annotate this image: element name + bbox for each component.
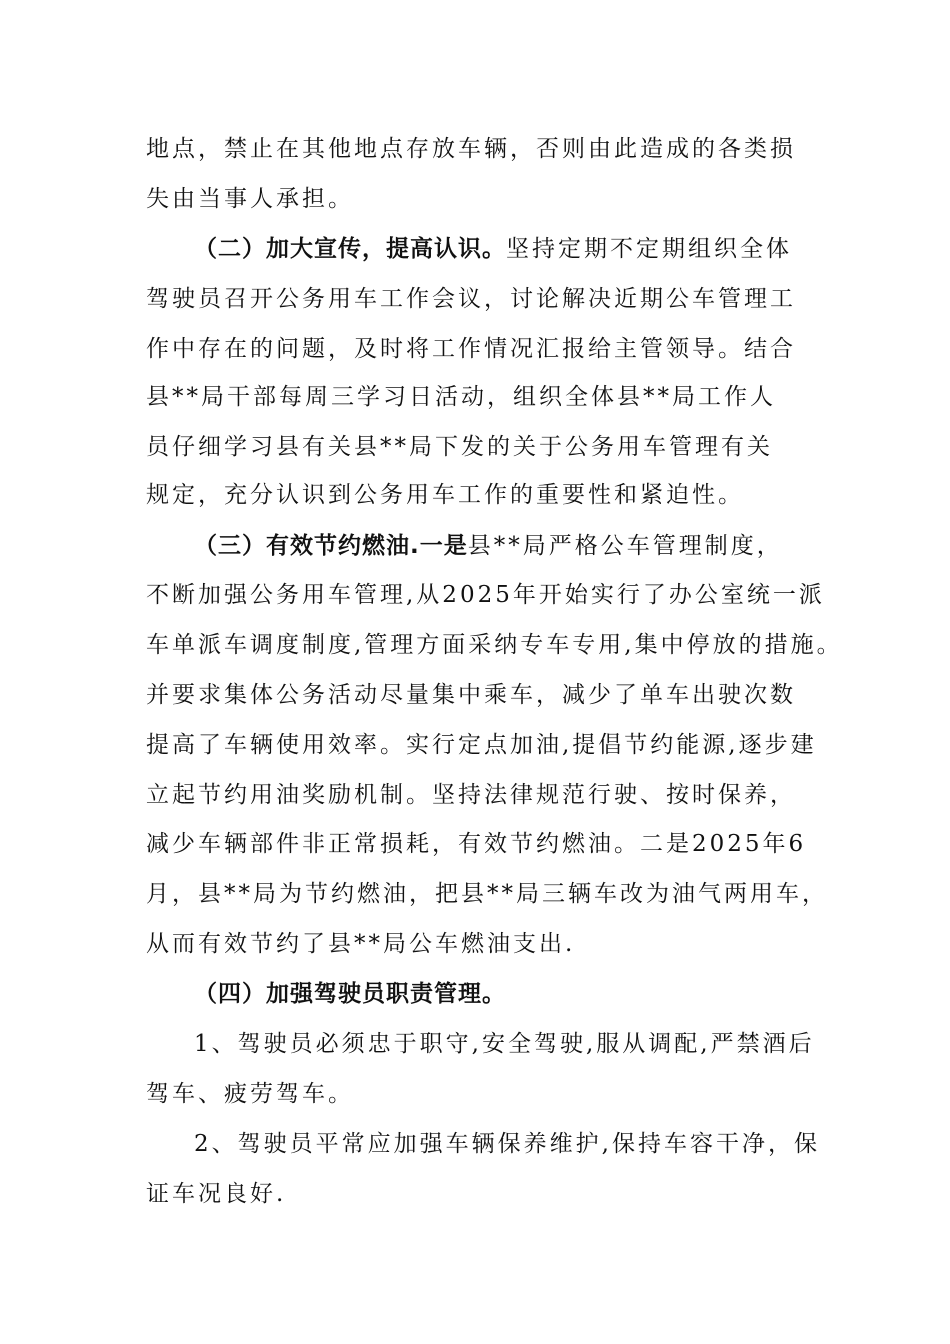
text-line: 县**局干部每周三学习日活动，组织全体县**局工作人 (146, 384, 776, 410)
section-heading: （二）加大宣传，提高认识。 (194, 236, 506, 262)
text-line: 并要求集体公务活动尽量集中乘车，减少了单车出驶次数 (146, 682, 796, 708)
text-line: 员仔细学习县有关县**局下发的关于公务用车管理有关 (146, 434, 773, 460)
text-line: 车单派车调度制度,管理方面采纳专车专用,集中停放的措施。 (146, 632, 843, 658)
text-line: 减少车辆部件非正常损耗，有效节约燃油。二是2025年6 (146, 831, 807, 857)
text-line: 驾驶员召开公务用车工作会议，讨论解决近期公车管理工 (146, 286, 796, 312)
text-line: 地点，禁止在其他地点存放车辆，否则由此造成的各类损 (146, 136, 796, 162)
text-span: 县**局严格公车管理制度， (467, 533, 783, 559)
paragraph-first-line (194, 979, 506, 1009)
text-line: 提高了车辆使用效率。实行定点加油,提倡节约能源,逐步建 (146, 732, 817, 758)
text-line: 立起节约用油奖励机制。坚持法律规范行驶、按时保养， (146, 782, 796, 808)
list-item-line: 1、驾驶员必须忠于职守,安全驾驶,服从调配,严禁酒后 (194, 1031, 815, 1057)
section-heading: （三）有效节约燃油.一是 (194, 533, 468, 559)
text-line: 不断加强公务用车管理,从2025年开始实行了办公室统一派 (146, 582, 825, 608)
list-item-line: 2、驾驶员平常应加强车辆保养维护,保持车容干净，保 (194, 1131, 820, 1157)
text-line: 从而有效节约了县**局公车燃油支出. (146, 931, 576, 957)
text-span: 坚持定期不定期组织全体 (506, 236, 792, 262)
text-line: 规定，充分认识到公务用车工作的重要性和紧迫性。 (146, 482, 744, 508)
text-line: 失由当事人承担。 (146, 186, 354, 212)
text-line: 驾车、疲劳驾车。 (146, 1081, 354, 1107)
text-line: 月，县**局为节约燃油，把县**局三辆车改为油气两用车， (146, 881, 828, 907)
text-line: 证车况良好. (146, 1181, 287, 1207)
text-line: 作中存在的问题，及时将工作情况汇报给主管领导。结合 (146, 336, 796, 362)
section-heading: （四）加强驾驶员职责管理。 (194, 981, 506, 1007)
paragraph-first-line (194, 234, 792, 264)
paragraph-first-line (194, 531, 783, 561)
